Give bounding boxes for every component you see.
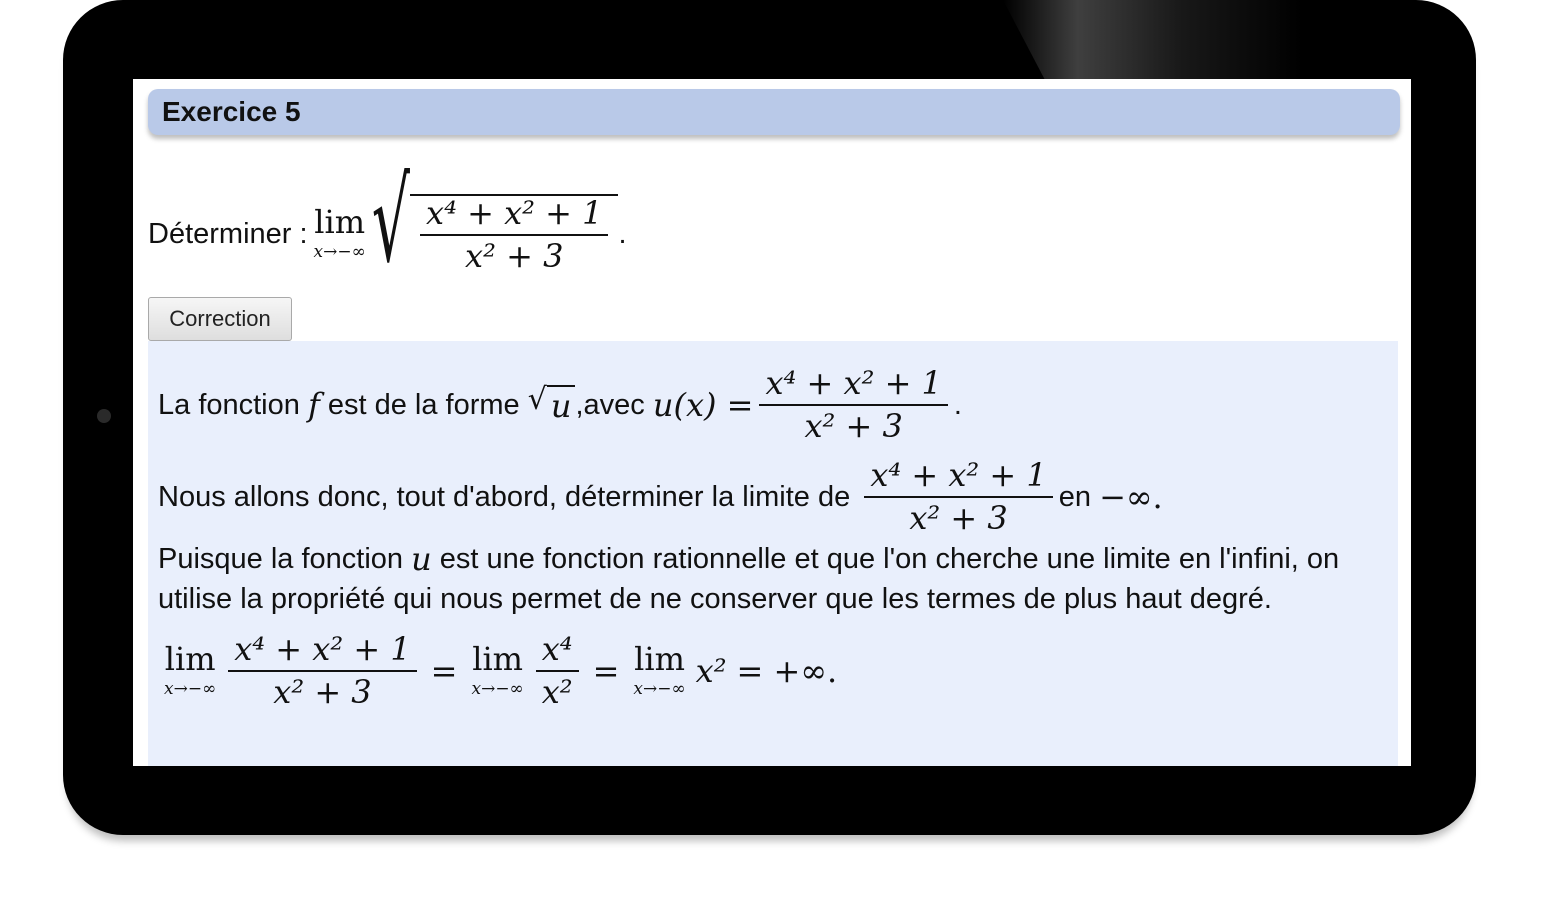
correction-button[interactable]: Correction (148, 297, 292, 341)
question-sqrt (371, 155, 619, 289)
limit-fraction: $\frac{\text{x⁴ + x² + 1}}{\text{x² + 3}}$ (864, 458, 1052, 536)
question-fraction (420, 193, 608, 275)
correction-line-2: Nous allons donc, tout d'abord, déterminer la limite de $\frac{\text{x⁴ + x² + 1}}{\text{x² + 3}}$ en −∞. (158, 455, 1163, 537)
sqrt-radical: √ (371, 155, 411, 289)
lim-subscript: x→−∞ (313, 242, 366, 262)
correction-line-1: La fonction f est de la forme √ u ,avec u(x) = $\frac{\text{x⁴ + x² + 1}}{\text{x² + 3}}$ . (158, 363, 962, 445)
fraction-denominator: x² + 3 (465, 237, 564, 275)
question (148, 155, 627, 299)
question-label: Déterminer : (148, 217, 308, 250)
sqrt-u: √ u (528, 385, 576, 425)
u-fraction: $\frac{\text{x⁴ + x² + 1}}{\text{x² + 3}}$ (759, 366, 947, 444)
screen-glare (1003, 0, 1303, 80)
exercise-title-bar (148, 89, 1400, 135)
camera-dot (97, 409, 111, 423)
correction-line-3: Puisque la fonction u est une fonction rationnelle et que l'on cherche une limite en l'infini, on (158, 540, 1340, 578)
lim-text: lim (314, 203, 366, 241)
question-end: . (618, 217, 627, 250)
fraction-numerator: x⁴ + x² + 1 (420, 196, 608, 236)
exercise-title: Exercice 5 (162, 96, 301, 127)
correction-panel (148, 341, 1398, 766)
correction-line-5: lim x→−∞ $\frac{\text{x⁴ + x² + 1}}{\text{x² + 3}}$ = lim x→−∞ $\frac{\text{x⁴}}{\text{x²}}$ = lim x→−∞ x² = +∞. (164, 629, 838, 711)
tablet-frame (63, 0, 1476, 835)
correction-line-4: utilise la propriété qui nous permet de ne conserver que les termes de plus haut degré. (158, 582, 1272, 615)
question-limit (313, 203, 366, 262)
tablet-screen (133, 79, 1411, 766)
